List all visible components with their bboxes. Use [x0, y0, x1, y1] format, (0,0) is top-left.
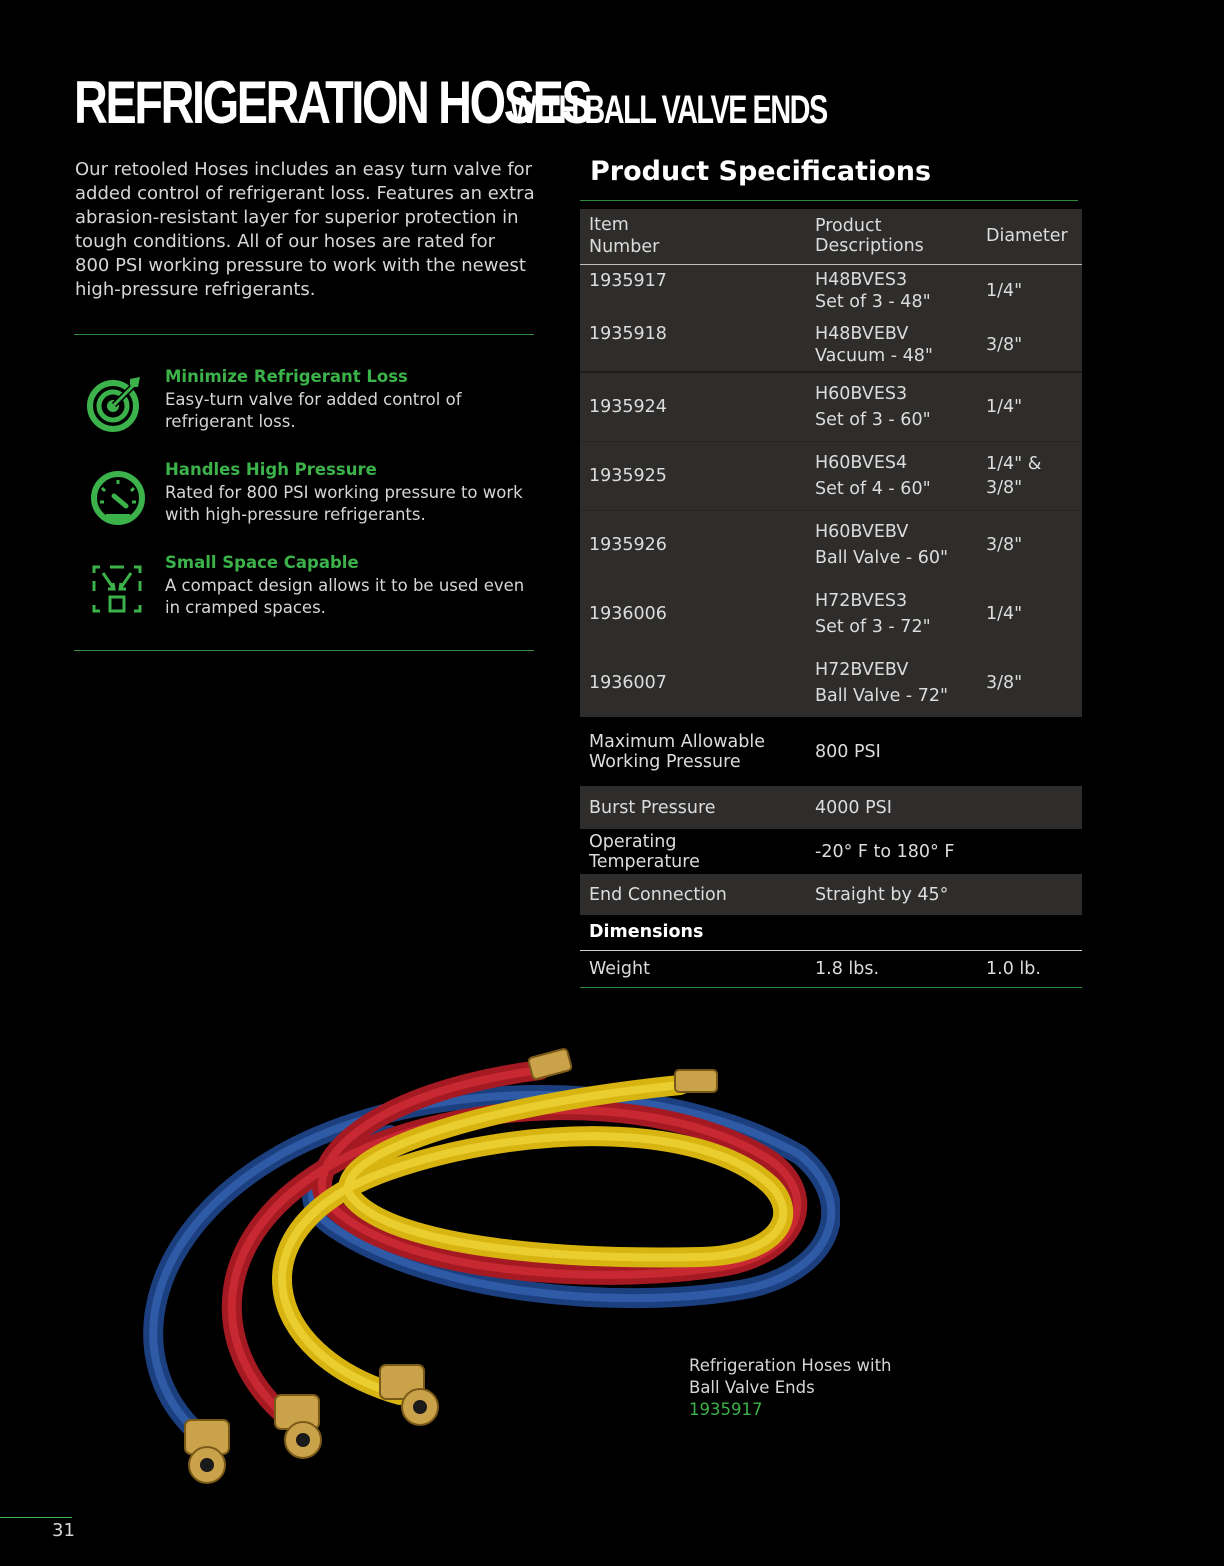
- property-label: Operating Temperature: [589, 831, 700, 872]
- item-number: 1936006: [589, 603, 667, 624]
- feature-desc: Easy-turn valve for added control of refrigerant loss.: [165, 390, 462, 431]
- diameter: 3/8": [986, 672, 1023, 693]
- property-label: Weight: [589, 958, 650, 979]
- feature-title: Handles High Pressure: [165, 460, 377, 479]
- target-icon: [86, 373, 148, 435]
- product-image-hoses: [100, 1035, 840, 1495]
- diameter: 1/4": [986, 603, 1023, 624]
- table-row: [580, 264, 1082, 318]
- item-number: 1935925: [589, 465, 667, 486]
- item-number: 1935926: [589, 534, 667, 555]
- page-number-rule: [0, 1517, 72, 1518]
- product-desc: H60BVES4 Set of 4 - 60": [815, 452, 931, 499]
- diameter: 1/4" & 3/8": [986, 453, 1042, 498]
- property-value: 1.0 lb.: [986, 958, 1041, 979]
- property-value: 4000 PSI: [815, 797, 892, 818]
- divider: [74, 650, 534, 651]
- table-row: [580, 510, 1082, 579]
- property-value: Straight by 45°: [815, 884, 949, 905]
- product-desc: H48BVEBV Vacuum - 48": [815, 323, 933, 366]
- item-number: 1935917: [589, 270, 667, 291]
- title-main: REFRIGERATION HOSES: [74, 69, 591, 136]
- property-label: End Connection: [589, 884, 727, 905]
- title-sub: WITH BALL VALVE ENDS: [510, 88, 827, 132]
- compact-space-icon: [86, 559, 148, 621]
- product-desc: H60BVES3 Set of 3 - 60": [815, 383, 931, 430]
- gauge-icon: [86, 466, 148, 528]
- property-value: 800 PSI: [815, 741, 881, 762]
- table-row: [580, 950, 1082, 987]
- property-label: Maximum Allowable Working Pressure: [589, 731, 765, 772]
- spec-table: [580, 209, 1082, 988]
- dimensions-title: Dimensions: [589, 922, 704, 943]
- feature-desc: A compact design allows it to be used even in cramped spaces.: [165, 576, 525, 617]
- table-row: [580, 786, 1082, 829]
- header-diameter: Diameter: [986, 226, 1068, 247]
- diameter: 1/4": [986, 396, 1023, 417]
- property-value: 1.8 lbs.: [815, 958, 880, 979]
- intro-paragraph: Our retooled Hoses includes an easy turn valve for added control of refrigerant loss. Features an extra abrasion-resistant layer for superior protection in tough conditions. All of our hoses are rated for 800 PSI working pressure to work with the newest high-pressure refrigerants.: [75, 159, 535, 300]
- product-desc: H48BVES3 Set of 3 - 48": [815, 270, 931, 313]
- feature-desc: Rated for 800 PSI working pressure to work with high-pressure refrigerants.: [165, 483, 523, 524]
- divider: [74, 334, 534, 335]
- specs-title: Product Specifications: [590, 156, 932, 187]
- product-desc: H72BVES3 Set of 3 - 72": [815, 590, 931, 637]
- header-item: Item Number: [589, 215, 660, 258]
- property-value: -20° F to 180° F: [815, 841, 955, 862]
- table-row: [580, 874, 1082, 915]
- diameter: 1/4": [986, 281, 1023, 302]
- table-row: [580, 829, 1082, 874]
- table-row: [580, 318, 1082, 372]
- image-caption: Refrigeration Hoses with Ball Valve Ends 1935917: [689, 1356, 892, 1419]
- feature-title: Minimize Refrigerant Loss: [165, 367, 408, 386]
- diameter: 3/8": [986, 534, 1023, 555]
- property-label: Burst Pressure: [589, 797, 716, 818]
- table-row: [580, 717, 1082, 786]
- dimensions-header-row: [580, 915, 1082, 950]
- table-header-row: [580, 209, 1082, 264]
- feature-title: Small Space Capable: [165, 553, 359, 572]
- divider: [580, 200, 1078, 201]
- product-desc: H60BVEBV Ball Valve - 60": [815, 521, 949, 568]
- table-row: [580, 372, 1082, 441]
- header-desc: Product Descriptions: [815, 216, 924, 257]
- item-number: 1935918: [589, 324, 667, 344]
- table-row: [580, 579, 1082, 648]
- item-number: 1935924: [589, 396, 667, 417]
- caption-item-number: 1935917: [689, 1400, 763, 1419]
- page-number: 31: [52, 1520, 75, 1541]
- product-desc: H72BVEBV Ball Valve - 72": [815, 659, 949, 706]
- page-title: [74, 68, 827, 137]
- item-number: 1936007: [589, 672, 667, 693]
- table-row: [580, 648, 1082, 717]
- diameter: 3/8": [986, 334, 1023, 355]
- table-row: [580, 441, 1082, 510]
